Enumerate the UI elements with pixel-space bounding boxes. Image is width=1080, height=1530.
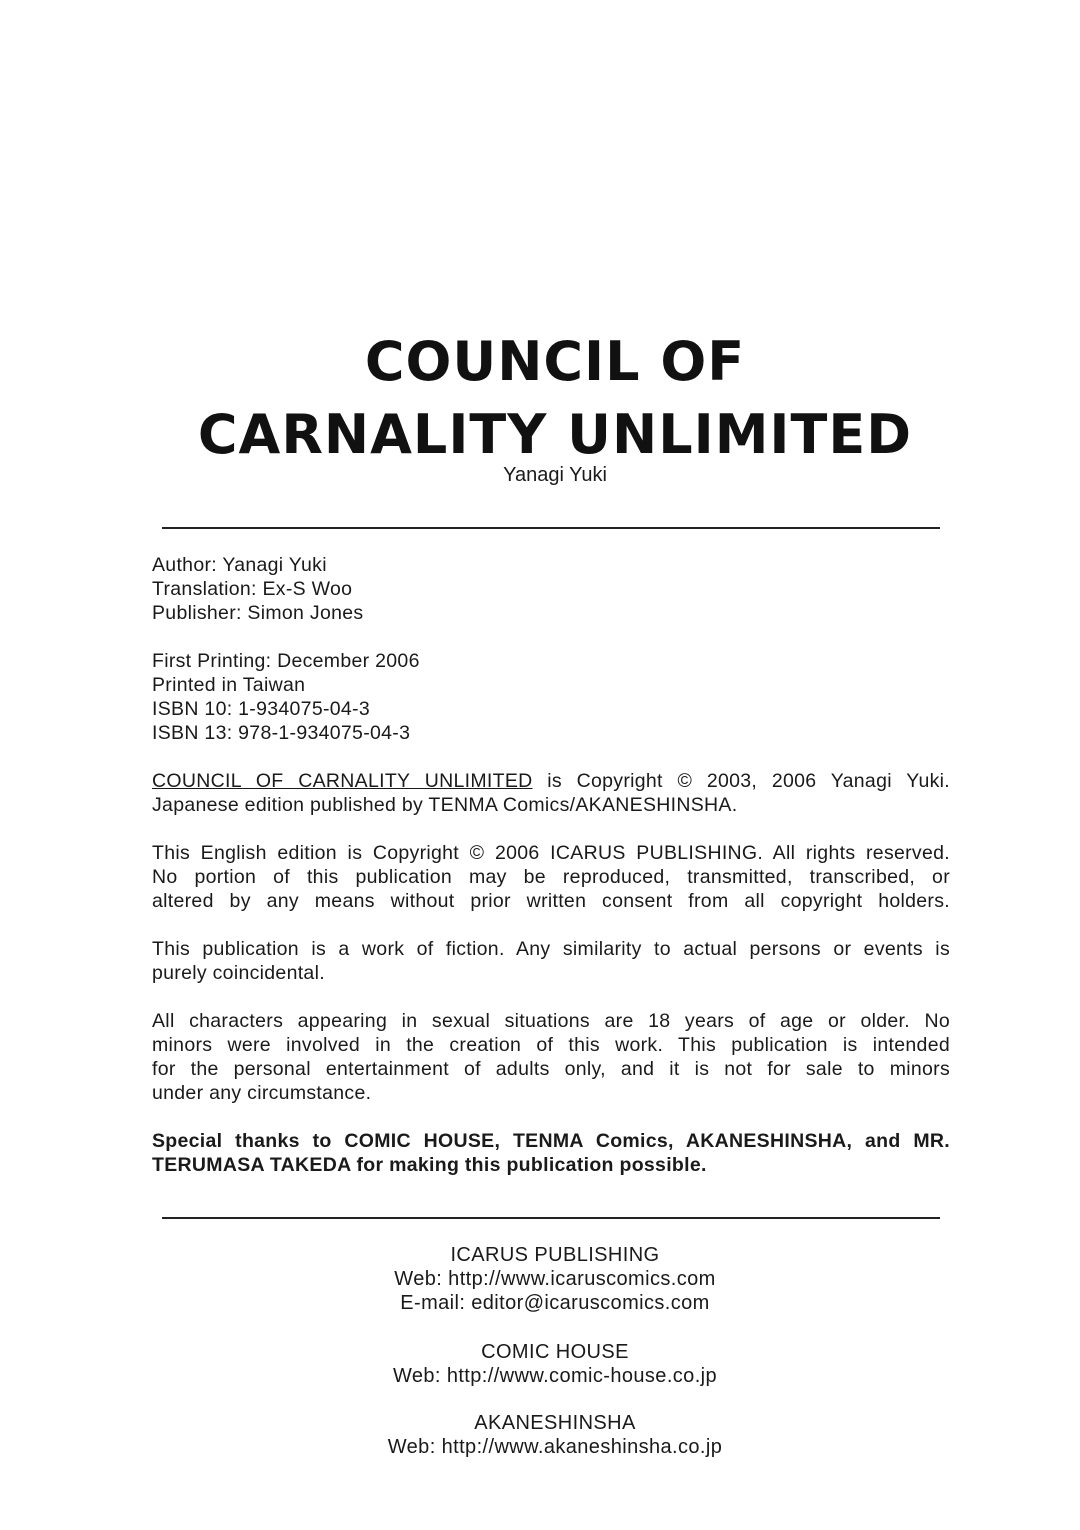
isbn-10: ISBN 10: 1-934075-04-3 [152,698,370,720]
divider-top [162,527,940,529]
title-line-2: CARNALITY UNLIMITED [197,403,913,466]
printed-in: Printed in Taiwan [152,674,306,696]
title-reference: COUNCIL OF CARNALITY UNLIMITED [152,770,533,792]
copyright-text: is Copyright © 2003, 2006 Yanagi Yuki. [532,770,950,792]
age-line: under any circumstance. [152,1082,372,1104]
printing-info [152,649,950,745]
comichouse-name: COMIC HOUSE [481,1341,629,1363]
comichouse-web-link[interactable]: Web: http://www.comic-house.co.jp [392,1365,718,1387]
colophon-body [152,553,950,1201]
credit-author: Author: Yanagi Yuki [152,554,327,576]
subtitle-author: Yanagi Yuki [503,464,607,486]
copyright-line-2: Japanese edition published by TENMA Comics/AKANESHINSHA. [152,794,738,816]
credit-publisher: Publisher: Simon Jones [152,602,364,624]
comichouse-contact [0,1340,1080,1388]
english-line: altered by any means without prior written consent from all copyright holders. [152,890,950,912]
copyright-line-1 [152,769,950,793]
thanks-line: TERUMASA TAKEDA for making this publication possible. [152,1154,707,1176]
age-line: All characters appearing in sexual situations are 18 years of age or older. No [152,1010,950,1032]
credits [152,553,950,625]
english-line: No portion of this publication may be reproduced, transmitted, transcribed, or [152,866,950,888]
akaneshinsha-web-link[interactable]: Web: http://www.akaneshinsha.co.jp [387,1436,723,1458]
akaneshinsha-contact [0,1411,1080,1459]
english-line: This English edition is Copyright © 2006 ICARUS PUBLISHING. All rights reserved. [152,842,950,864]
age-line: for the personal entertainment of adults only, and it is not for sale to minors [152,1058,950,1080]
icarus-contact [0,1243,1080,1315]
icarus-web-link[interactable]: Web: http://www.icaruscomics.com [394,1268,716,1290]
fiction-paragraph [152,937,950,985]
akaneshinsha-name: AKANESHINSHA [474,1412,636,1434]
age-line: minors were involved in the creation of this work. This publication is intended [152,1034,950,1056]
credit-translation: Translation: Ex-S Woo [152,578,353,600]
thanks-line: Special thanks to COMIC HOUSE, TENMA Comics, AKANESHINSHA, and MR. [152,1130,950,1152]
age-paragraph [152,1009,950,1105]
isbn-13: ISBN 13: 978-1-934075-04-3 [152,722,411,744]
first-printing: First Printing: December 2006 [152,650,420,672]
icarus-email-link[interactable]: E-mail: editor@icaruscomics.com [400,1292,710,1314]
fiction-line: purely coincidental. [152,962,325,984]
copyright-paragraph [152,769,950,817]
divider-bottom [162,1217,940,1219]
english-edition-paragraph [152,841,950,913]
icarus-name: ICARUS PUBLISHING [450,1244,660,1266]
fiction-line: This publication is a work of fiction. Any similarity to actual persons or events is [152,938,950,960]
thanks-paragraph [152,1129,950,1177]
title-line-1: COUNCIL OF [364,330,746,393]
